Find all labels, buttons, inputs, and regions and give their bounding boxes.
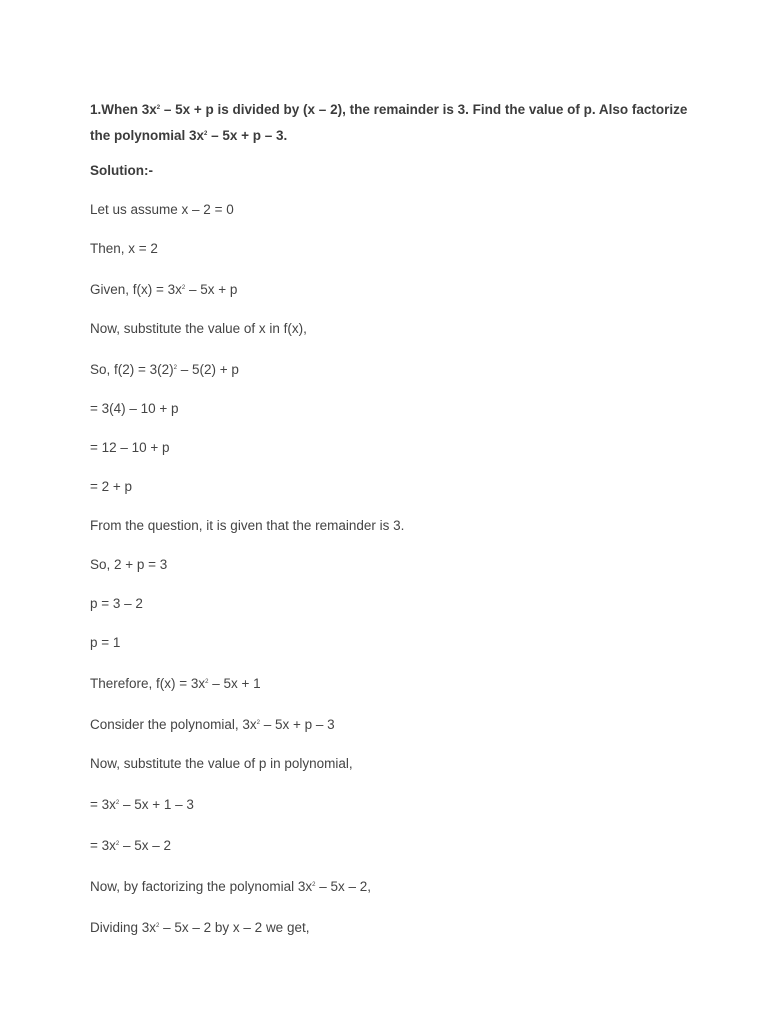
superscript: 2 — [115, 800, 120, 806]
solution-line: Now, substitute the value of x in f(x), — [90, 321, 307, 336]
solution-line: Let us assume x – 2 = 0 — [90, 202, 234, 217]
superscript: 2 — [156, 923, 160, 929]
solution-line: = 3(4) – 10 + p — [90, 401, 179, 416]
solution-line: So, $f(2) = 3(2)^2 - 5(2) + p$ — [90, 362, 239, 377]
solution-line: = 2 + p — [90, 479, 133, 494]
solution-line: = 12 – 10 + p — [90, 440, 170, 455]
solution-line: Given, $f(x) = 3x^2 - 5x + p$ — [90, 282, 238, 297]
solution-line: Now, substitute the value of p in polynomial, — [90, 756, 353, 771]
superscript: 2 — [173, 365, 178, 371]
superscript: 2 — [156, 105, 161, 111]
question-text: 1.When $3x^2 - 5x + p$ is divided by (x – 2), the remainder is 3. Find the value of p. Also factorize the polynomial $3x^2 - 5x + p - 3$. — [90, 102, 688, 143]
superscript: 2 — [115, 841, 120, 847]
superscript: 2 — [204, 131, 208, 137]
solution-line: p = 3 – 2 — [90, 596, 143, 611]
superscript: 2 — [205, 679, 209, 685]
solution-line: So, 2 + p = 3 — [90, 557, 168, 572]
solution-line: = $3x^2 - 5x - 2$ — [90, 838, 172, 853]
solution-line: Therefore, $f(x) = 3x^2 - 5x + 1$ — [90, 676, 261, 691]
solution-heading: Solution:- — [90, 163, 153, 178]
solution-line: Dividing $3x^2 - 5x - 2$ by x – 2 we get, — [90, 920, 310, 935]
superscript: 2 — [181, 285, 186, 291]
solution-line: Now, by factorizing the polynomial $3x^2 - 5x - 2$, — [90, 879, 372, 894]
superscript: 2 — [312, 882, 316, 888]
question-number: 1. — [90, 102, 102, 117]
document-page — [90, 96, 690, 937]
solution-line: = $3x^2 - 5x + 1 - 3$ — [90, 797, 194, 812]
solution-line: From the question, it is given that the remainder is 3. — [90, 518, 405, 533]
solution-line: p = 1 — [90, 635, 121, 650]
solution-line: Consider the polynomial, $3x^2 - 5x + p - 3$ — [90, 717, 335, 732]
solution-line: Then, x = 2 — [90, 241, 158, 256]
superscript: 2 — [256, 720, 260, 726]
